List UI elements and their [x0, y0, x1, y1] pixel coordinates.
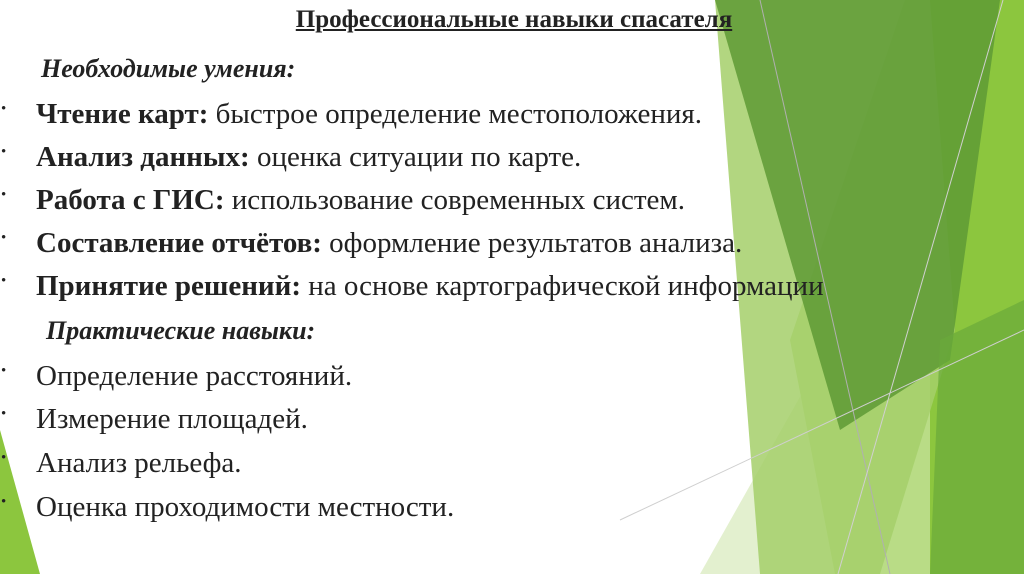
slide-title: Профессиональные навыки спасателя	[295, 6, 733, 33]
section-heading-practical-skills: Практические навыки:	[46, 316, 316, 345]
practical-skill: Определение расстояний.	[36, 360, 353, 392]
skill-description: использование современных систем.	[224, 184, 685, 216]
bullet-icon: •	[1, 101, 7, 117]
bullet-icon: •	[1, 230, 7, 246]
skill-term: Работа с ГИС:	[36, 184, 225, 216]
skill-term: Составление отчётов:	[36, 227, 322, 259]
bullet-icon: •	[1, 273, 7, 289]
bullet-icon: •	[1, 187, 7, 203]
practical-skill: Измерение площадей.	[36, 403, 308, 435]
bullet-icon: •	[1, 494, 7, 510]
bullet-icon: •	[1, 144, 7, 160]
skill-term: Принятие решений:	[36, 270, 302, 302]
skill-description: оценка ситуации по карте.	[249, 141, 582, 173]
skill-term: Анализ данных:	[36, 141, 250, 173]
skill-description: на основе картографической информации	[301, 270, 824, 302]
section-heading-required-skills: Необходимые умения:	[41, 54, 296, 83]
skill-description: быстрое определение местоположения.	[208, 98, 703, 130]
skill-term: Чтение карт:	[36, 98, 209, 130]
skill-description: оформление результатов анализа.	[321, 227, 743, 259]
bullet-icon: •	[1, 406, 7, 422]
bullet-icon: •	[1, 450, 7, 466]
practical-skill: Анализ рельефа.	[36, 447, 242, 479]
practical-skill: Оценка проходимости местности.	[36, 491, 455, 523]
bullet-icon: •	[1, 363, 7, 379]
